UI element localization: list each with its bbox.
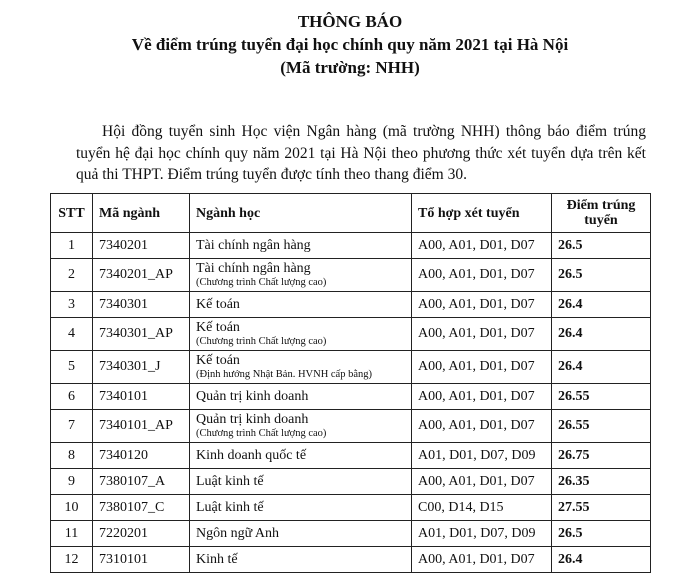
cell-major [190, 495, 412, 521]
cell-score: 26.5 [552, 233, 651, 259]
table-row [51, 547, 651, 573]
major-name: Kế toán [196, 296, 240, 312]
cell-stt: 10 [51, 495, 93, 521]
cell-score: 26.35 [552, 469, 651, 495]
cell-major [190, 469, 412, 495]
cell-code: 7340301 [93, 292, 190, 318]
major-name: Kinh tế [196, 551, 238, 567]
table-row [51, 495, 651, 521]
major-name: Tài chính ngân hàng [196, 237, 311, 253]
cell-score: 26.5 [552, 521, 651, 547]
cell-code: 7340101 [93, 384, 190, 410]
cell-stt: 9 [51, 469, 93, 495]
cell-combo: A00, A01, D01, D07 [412, 547, 552, 573]
school-code: (Mã trường: NHH) [280, 58, 420, 77]
table-row [51, 259, 651, 292]
cell-combo: A00, A01, D01, D07 [412, 469, 552, 495]
cell-code: 7340201 [93, 233, 190, 259]
cell-combo: A01, D01, D07, D09 [412, 443, 552, 469]
table-row [51, 292, 651, 318]
cell-score: 26.4 [552, 292, 651, 318]
table-row [51, 469, 651, 495]
cell-score: 26.55 [552, 384, 651, 410]
cell-score: 26.5 [552, 259, 651, 292]
cell-score: 27.55 [552, 495, 651, 521]
notice-subtitle: Về điểm trúng tuyển đại học chính quy năm 2021 tại Hà Nội [131, 35, 569, 54]
cell-stt: 5 [51, 351, 93, 384]
cell-stt: 1 [51, 233, 93, 259]
cell-code: 7220201 [93, 521, 190, 547]
notice-header [0, 10, 700, 79]
cell-major [190, 547, 412, 573]
cell-code: 7340301_AP [93, 318, 190, 351]
cell-code: 7340301_J [93, 351, 190, 384]
notice-title: THÔNG BÁO [297, 12, 403, 31]
major-name: Luật kinh tế [196, 499, 264, 515]
header-score: Điểm trúng tuyển [552, 194, 651, 233]
table-row [51, 443, 651, 469]
cell-combo: A01, D01, D07, D09 [412, 521, 552, 547]
cell-major [190, 259, 412, 292]
cell-major [190, 443, 412, 469]
major-name: Ngôn ngữ Anh [196, 525, 280, 541]
table-row [51, 384, 651, 410]
cell-score: 26.4 [552, 547, 651, 573]
cell-combo: A00, A01, D01, D07 [412, 318, 552, 351]
cell-major [190, 521, 412, 547]
cell-combo: A00, A01, D01, D07 [412, 410, 552, 443]
admission-score-table [50, 193, 651, 573]
major-note: (Chương trình Chất lượng cao) [196, 428, 327, 439]
header-combo: Tổ hợp xét tuyển [412, 194, 552, 233]
cell-stt: 2 [51, 259, 93, 292]
cell-stt: 4 [51, 318, 93, 351]
cell-code: 7380107_A [93, 469, 190, 495]
table-row [51, 318, 651, 351]
major-name: Quản trị kinh doanh [196, 388, 309, 404]
header-major: Ngành học [190, 194, 412, 233]
header-stt: STT [51, 194, 93, 233]
header-code: Mã ngành [93, 194, 190, 233]
table-body [51, 233, 651, 573]
cell-code: 7340101_AP [93, 410, 190, 443]
cell-code: 7310101 [93, 547, 190, 573]
cell-score: 26.55 [552, 410, 651, 443]
major-name: Kinh doanh quốc tế [196, 447, 307, 463]
table-row [51, 233, 651, 259]
cell-score: 26.75 [552, 443, 651, 469]
major-name: Luật kinh tế [196, 473, 264, 489]
cell-stt: 3 [51, 292, 93, 318]
cell-major [190, 384, 412, 410]
cell-stt: 8 [51, 443, 93, 469]
major-name: Kế toán [196, 353, 240, 368]
cell-score: 26.4 [552, 318, 651, 351]
cell-major [190, 351, 412, 384]
cell-stt: 6 [51, 384, 93, 410]
cell-stt: 7 [51, 410, 93, 443]
cell-major [190, 318, 412, 351]
cell-code: 7380107_C [93, 495, 190, 521]
cell-major [190, 233, 412, 259]
cell-combo: A00, A01, D01, D07 [412, 384, 552, 410]
table-row [51, 351, 651, 384]
cell-score: 26.4 [552, 351, 651, 384]
cell-combo: A00, A01, D01, D07 [412, 259, 552, 292]
cell-major [190, 410, 412, 443]
cell-combo: A00, A01, D01, D07 [412, 233, 552, 259]
cell-major [190, 292, 412, 318]
table-row [51, 521, 651, 547]
cell-code: 7340201_AP [93, 259, 190, 292]
table-row [51, 410, 651, 443]
major-name: Tài chính ngân hàng [196, 261, 311, 276]
cell-combo: C00, D14, D15 [412, 495, 552, 521]
major-note: (Định hướng Nhật Bản. HVNH cấp bằng) [196, 369, 372, 380]
major-name: Quản trị kinh doanh [196, 412, 309, 427]
major-note: (Chương trình Chất lượng cao) [196, 277, 327, 288]
table-header-row [51, 194, 651, 233]
cell-code: 7340120 [93, 443, 190, 469]
cell-stt: 12 [51, 547, 93, 573]
cell-combo: A00, A01, D01, D07 [412, 351, 552, 384]
intro-paragraph: Hội đồng tuyển sinh Học viện Ngân hàng (mã trường NHH) thông báo điểm trúng tuyển hệ đại học chính quy năm 2021 tại Hà Nội theo phương thức xét tuyển dựa trên kết quả thi THPT. Điểm trúng tuyển được tính theo thang điểm 30. [76, 123, 646, 183]
cell-combo: A00, A01, D01, D07 [412, 292, 552, 318]
major-note: (Chương trình Chất lượng cao) [196, 336, 327, 347]
major-name: Kế toán [196, 320, 240, 335]
cell-stt: 11 [51, 521, 93, 547]
